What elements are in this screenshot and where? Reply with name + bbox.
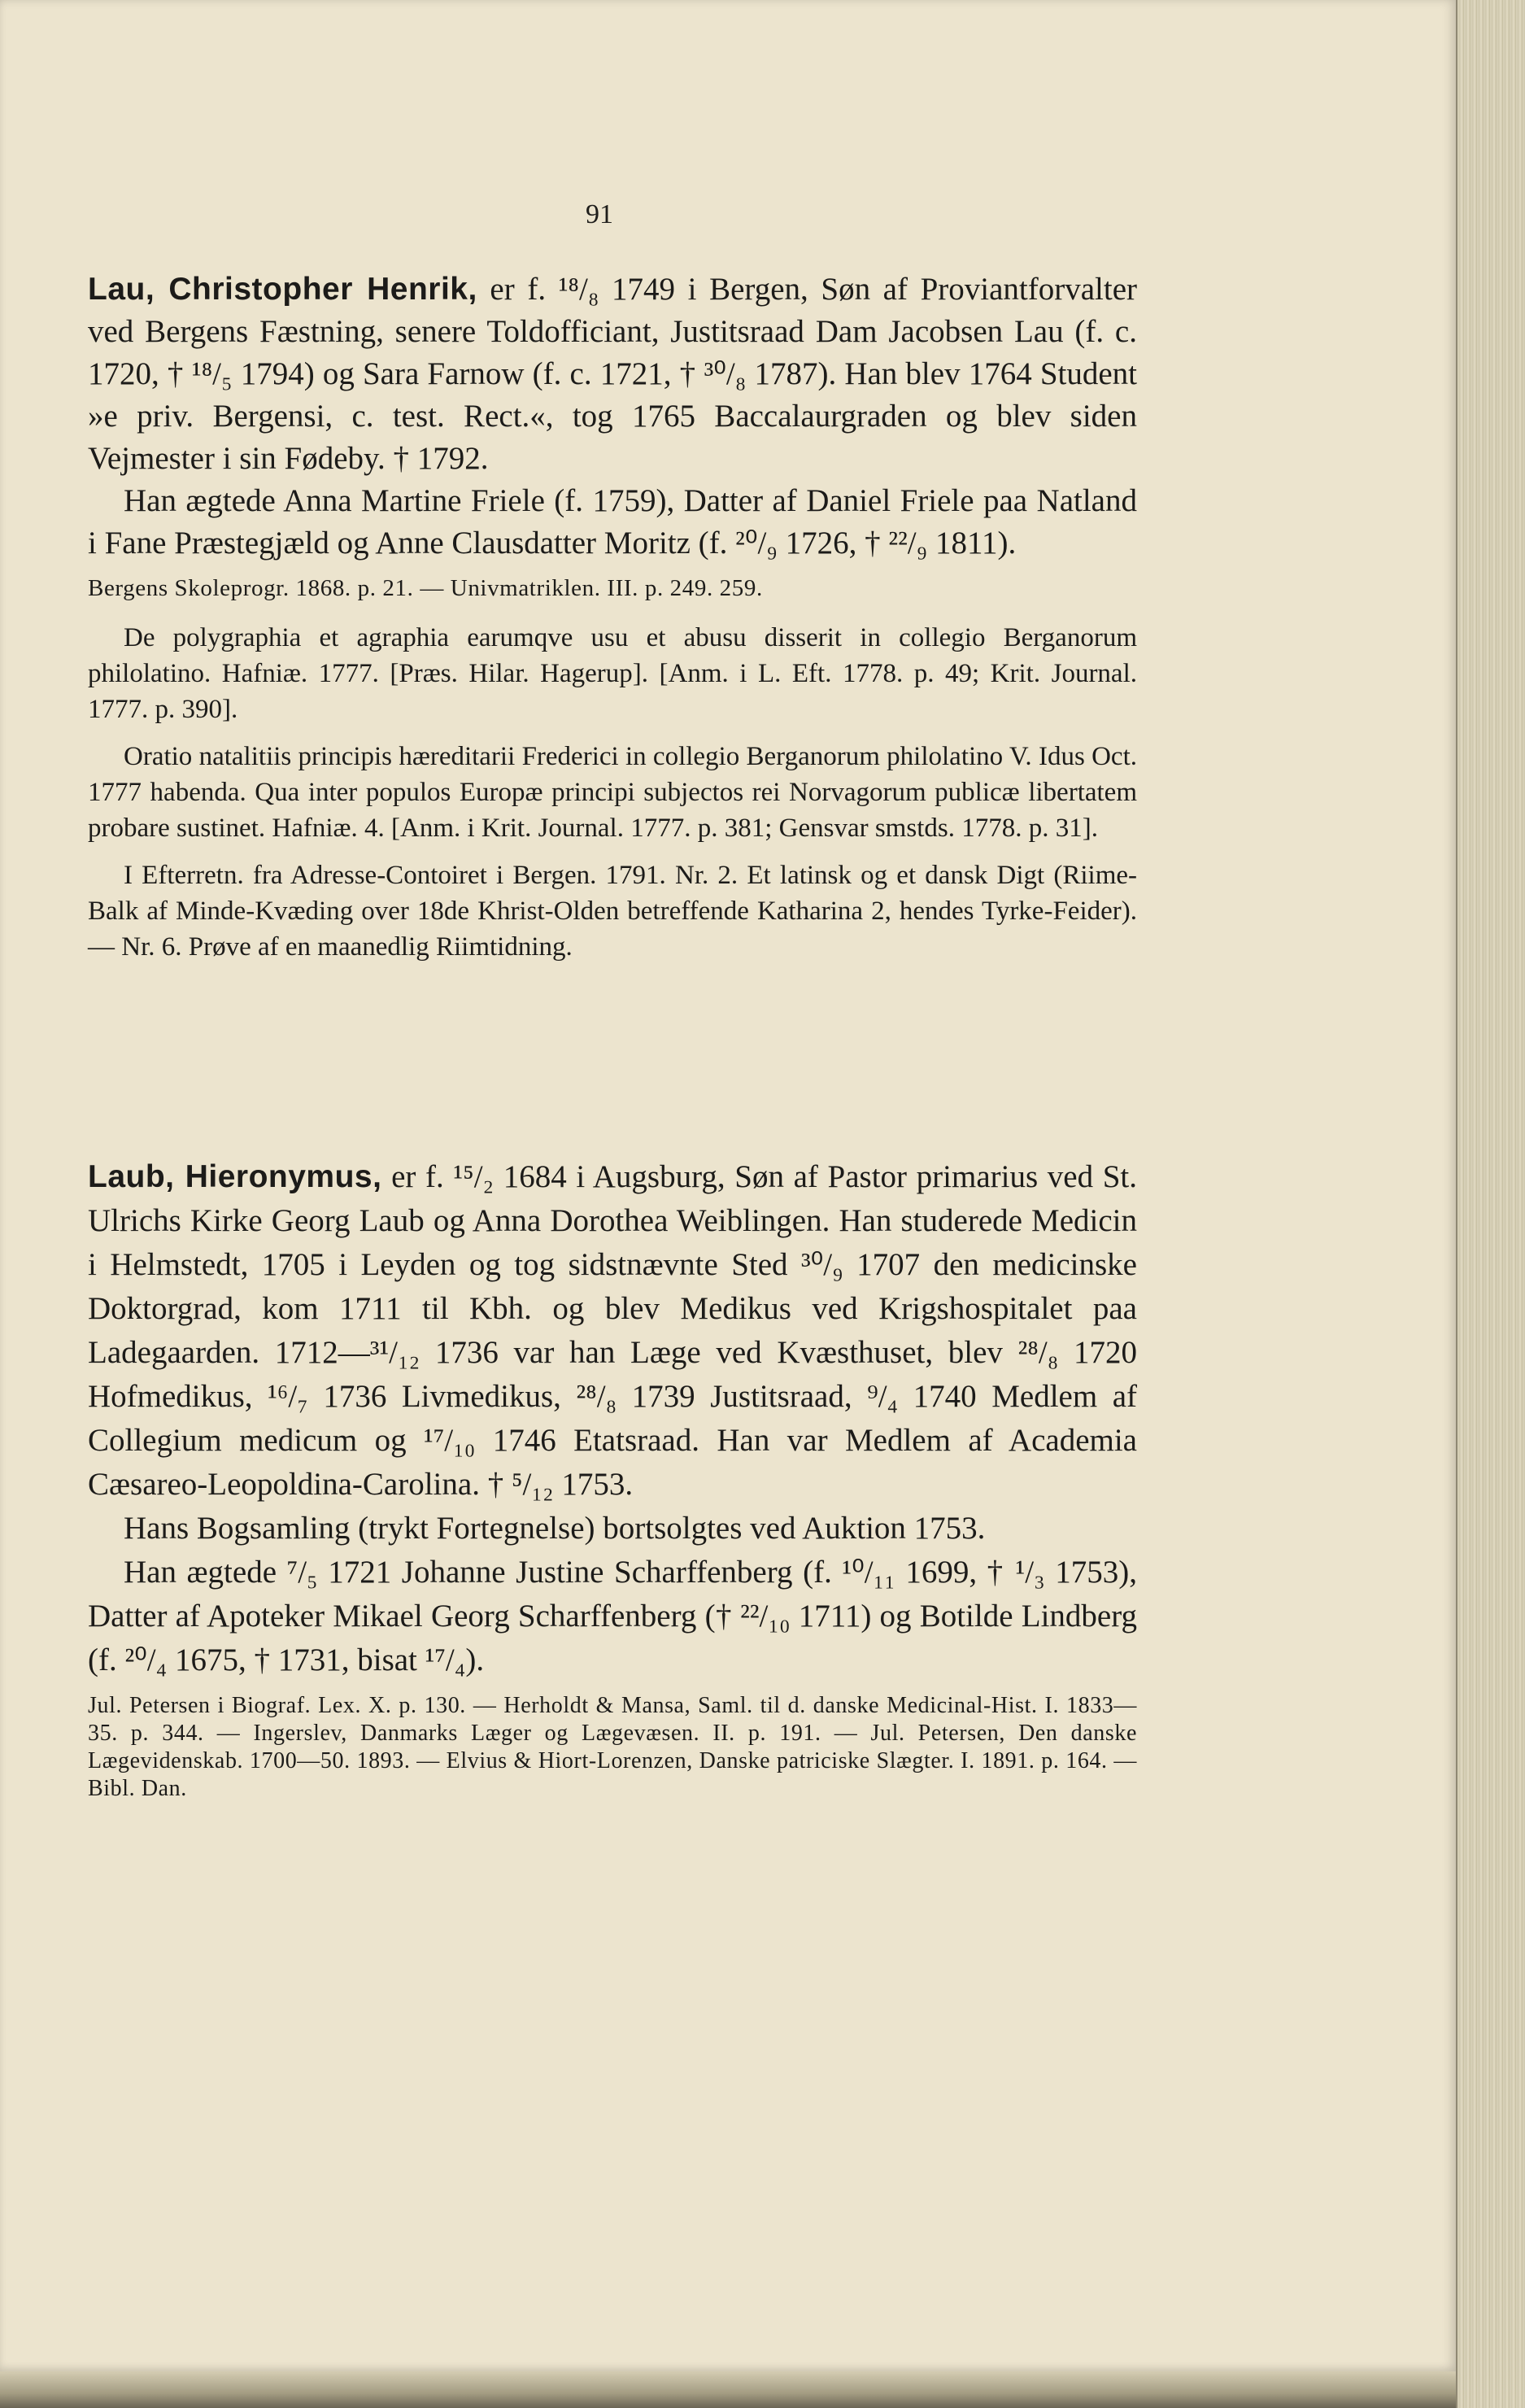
entry-lau-work-3: I Efterretn. fra Adresse-Contoiret i Bergen. 1791. Nr. 2. Et latinsk og et dansk Digt (Riime-Balk af Minde-Kvæding over 18de Khrist-Olden betreffende Katharina 2, hendes Tyrke-Feider). — Nr. 6. Prøve af en maanedlig Riimtidning. xyxy=(88,861,1137,962)
entry-lau-bio-text: er f. ¹⁸/₈ 1749 i Bergen, Søn af Proviantforvalter ved Bergens Fæstning, senere Toldofficiant, Justitsraad Dam Jacobsen Lau (f. c. 1720, † ¹⁸/₅ 1794) og Sara Farnow (f. c. 1721, † ³⁰/₈ 1787). Han blev 1764 Student »e priv. Bergensi, c. test. Rect.«, tog 1765 Baccalaurgraden og blev siden Vejmester i sin Fødeby. † 1792. xyxy=(88,272,1138,476)
entry-lau-work-2: Oratio natalitiis principis hæreditarii Frederici in collegio Berganorum philolatino V. Idus Oct. 1777 habenda. Qua inter populos Europæ principi subjectos rei Norvagorum publicæ libertatem probare sustinet. Hafniæ. 4. [Anm. i Krit. Journal. 1777. p. 381; Gensvar smstds. 1778. p. 31]. xyxy=(88,742,1137,843)
entry-laub-marriage: Han ægtede ⁷/₅ 1721 Johanne Justine Scharffenberg (f. ¹⁰/₁₁ 1699, † ¹/₃ 1753), Datter af Apoteker Mikael Georg Scharffenberg († ²²/₁₀ 1711) og Botilde Lindberg (f. ²⁰/₄ 1675, † 1731, bisat ¹⁷/₄). xyxy=(88,1555,1137,1677)
entry-laub-sources: Jul. Petersen i Biograf. Lex. X. p. 130. — Herholdt & Mansa, Saml. til d. danske Medicinal-Hist. I. 1833—35. p. 344. — Ingerslev, Danmarks Læger og Lægevæsen. II. p. 191. — Jul. Petersen, Den danske Lægevidenskab. 1700—50. 1893. — Elvius & Hiort-Lorenzen, Danske patriciske Slægter. I. 1891. p. 164. — Bibl. Dan. xyxy=(88,1693,1137,1801)
page-bottom-edge xyxy=(0,2371,1456,2408)
entry-laub-bio xyxy=(88,1155,1137,1507)
entry-lau xyxy=(88,268,1137,965)
entry-lau-work-1: De polygraphia et agraphia earumqve usu et abusu disserit in collegio Berganorum philolatino. Hafniæ. 1777. [Præs. Hilar. Hagerup]. [Anm. i L. Eft. 1778. p. 49; Krit. Journal. 1777. p. 390]. xyxy=(88,623,1137,724)
entry-lau-sources: Bergens Skoleprogr. 1868. p. 21. — Univmatriklen. III. p. 249. 259. xyxy=(88,575,763,601)
page-number: 91 xyxy=(586,199,613,229)
entry-laub-headword: Laub, Hieronymus, xyxy=(88,1159,382,1194)
entry-lau-works xyxy=(88,620,1137,965)
entry-laub-library: Hans Bogsamling (trykt Fortegnelse) bortsolgtes ved Auktion 1753. xyxy=(124,1511,986,1546)
page-stack-edge xyxy=(1456,0,1525,2408)
entry-lau-headword: Lau, Christopher Henrik, xyxy=(88,272,477,307)
entry-laub xyxy=(88,1155,1137,1803)
entry-lau-bio xyxy=(88,268,1137,480)
entry-lau-marriage: Han ægtede Anna Martine Friele (f. 1759), Datter af Daniel Friele paa Natland i Fane Præstegjæld og Anne Clausdatter Moritz (f. ²⁰/₉ 1726, † ²²/₉ 1811). xyxy=(88,483,1137,561)
entry-laub-bio-text: er f. ¹⁵/₂ 1684 i Augsburg, Søn af Pastor primarius ved St. Ulrichs Kirke Georg Laub og Anna Dorothea Weiblingen. Han studerede Medicin i Helmstedt, 1705 i Leyden og tog sidstnævnte Sted ³⁰/₉ 1707 den medicinske Doktorgrad, kom 1711 til Kbh. og blev Medikus ved Krigshospitalet paa Ladegaarden. 1712—³¹/₁₂ 1736 var han Læge ved Kvæsthuset, blev ²⁸/₈ 1720 Hofmedikus, ¹⁶/₇ 1736 Livmedikus, ²⁸/₈ 1739 Justitsraad, ⁹/₄ 1740 Medlem af Collegium medicum og ¹⁷/₁₀ 1746 Etatsraad. Han var Medlem af Academia Cæsareo-Leopoldina-Carolina. † ⁵/₁₂ 1753. xyxy=(88,1159,1137,1502)
